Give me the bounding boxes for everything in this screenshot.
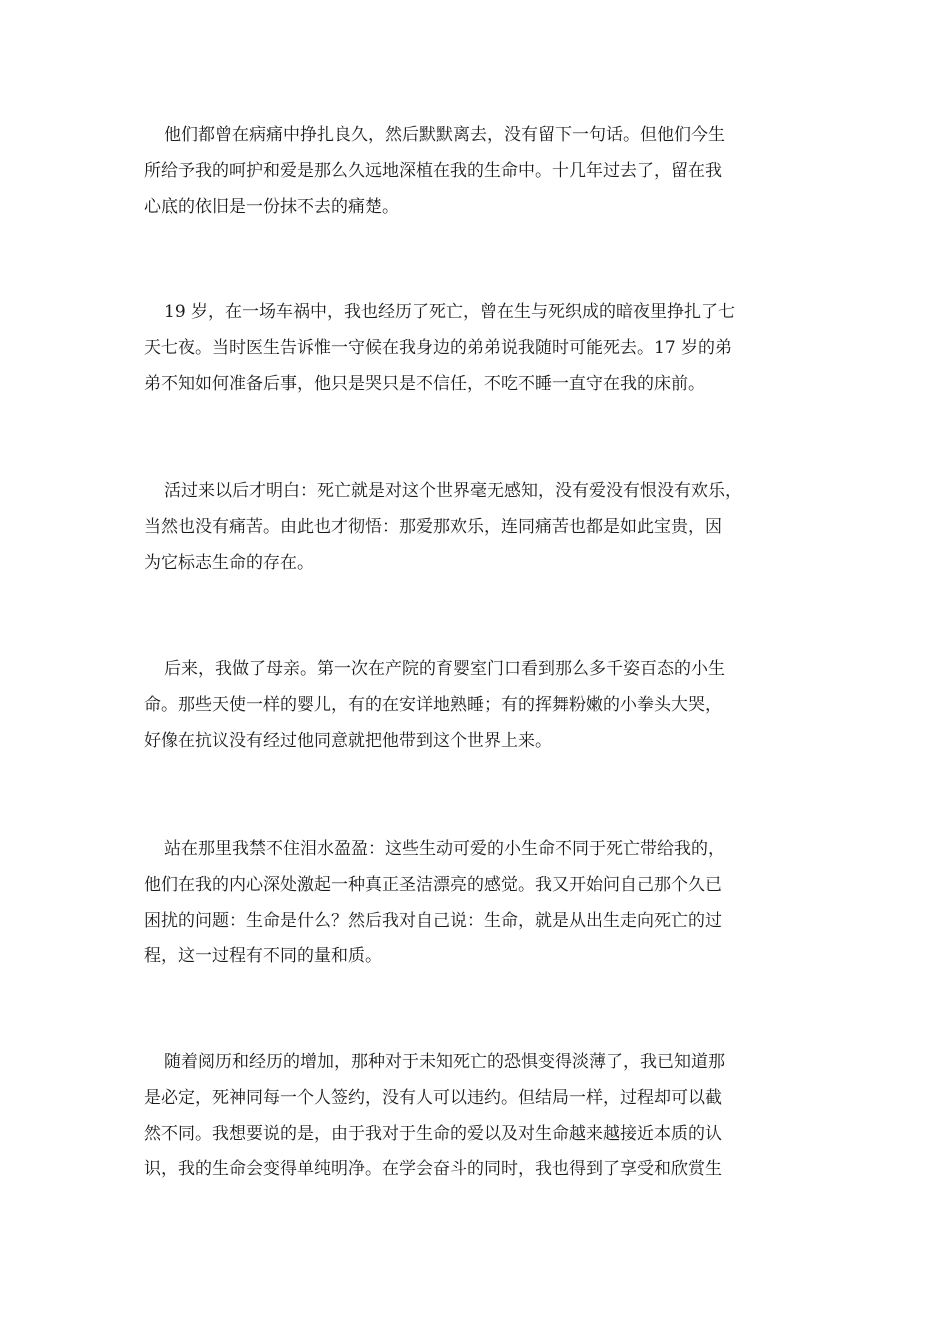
text-line: 程，这一过程有不同的量和质。 [144,946,382,967]
text-line: 心底的依旧是一份抹不去的痛楚。 [144,196,399,217]
text-line: 所给予我的呵护和爱是那么久远地深植在我的生命中。十几年过去了，留在我 [144,160,722,181]
text-line: 后来，我做了母亲。第一次在产院的育婴室门口看到那么多千姿百态的小生 [164,659,725,679]
text-line: 命。那些天使一样的婴儿，有的在安详地熟睡；有的挥舞粉嫩的小拳头大哭， [144,694,722,715]
paragraph [144,652,810,759]
paragraph [144,118,810,225]
text-line: 困扰的问题：生命是什么？然后我对自己说：生命，就是从出生走向死亡的过 [144,910,722,931]
paragraph [144,295,810,402]
text-line: 识，我的生命会变得单纯明净。在学会奋斗的同时，我也得到了享受和欣赏生 [144,1159,722,1180]
text-line: 随着阅历和经历的增加，那种对于未知死亡的恐惧变得淡薄了，我已知道那 [164,1052,725,1072]
text-line: 站在那里我禁不住泪水盈盈：这些生动可爱的小生命不同于死亡带给我的， [164,839,725,859]
text-line: 是必定，死神同每一个人签约，没有人可以违约。但结局一样，过程却可以截 [144,1087,722,1108]
text-line: 他们都曾在病痛中挣扎良久，然后默默离去，没有留下一句话。但他们今生 [164,125,725,145]
text-line: 然不同。我想要说的是，由于我对于生命的爱以及对生命越来越接近本质的认 [144,1123,722,1144]
text-line: 他们在我的内心深处激起一种真正圣洁漂亮的感觉。我又开始问自己那个久已 [144,874,722,895]
text-line: 天七夜。当时医生告诉惟一守候在我身边的弟弟说我随时可能死去。17 岁的弟 [144,337,733,358]
paragraph [144,1045,810,1188]
text-line: 弟不知如何准备后事，他只是哭只是不信任，不吃不睡一直守在我的床前。 [144,373,705,394]
paragraph [144,474,810,581]
text-line: 为它标志生命的存在。 [144,552,314,573]
text-line: 当然也没有痛苦。由此也才彻悟：那爱那欢乐，连同痛苦也都是如此宝贵，因 [144,516,722,537]
text-line: 活过来以后才明白：死亡就是对这个世界毫无感知，没有爱没有恨没有欢乐， [164,481,742,501]
paragraph [144,832,810,975]
text-line: 19 岁，在一场车祸中，我也经历了死亡，曾在生与死织成的暗夜里挣扎了七 [164,302,736,322]
text-line: 好像在抗议没有经过他同意就把他带到这个世界上来。 [144,730,552,751]
